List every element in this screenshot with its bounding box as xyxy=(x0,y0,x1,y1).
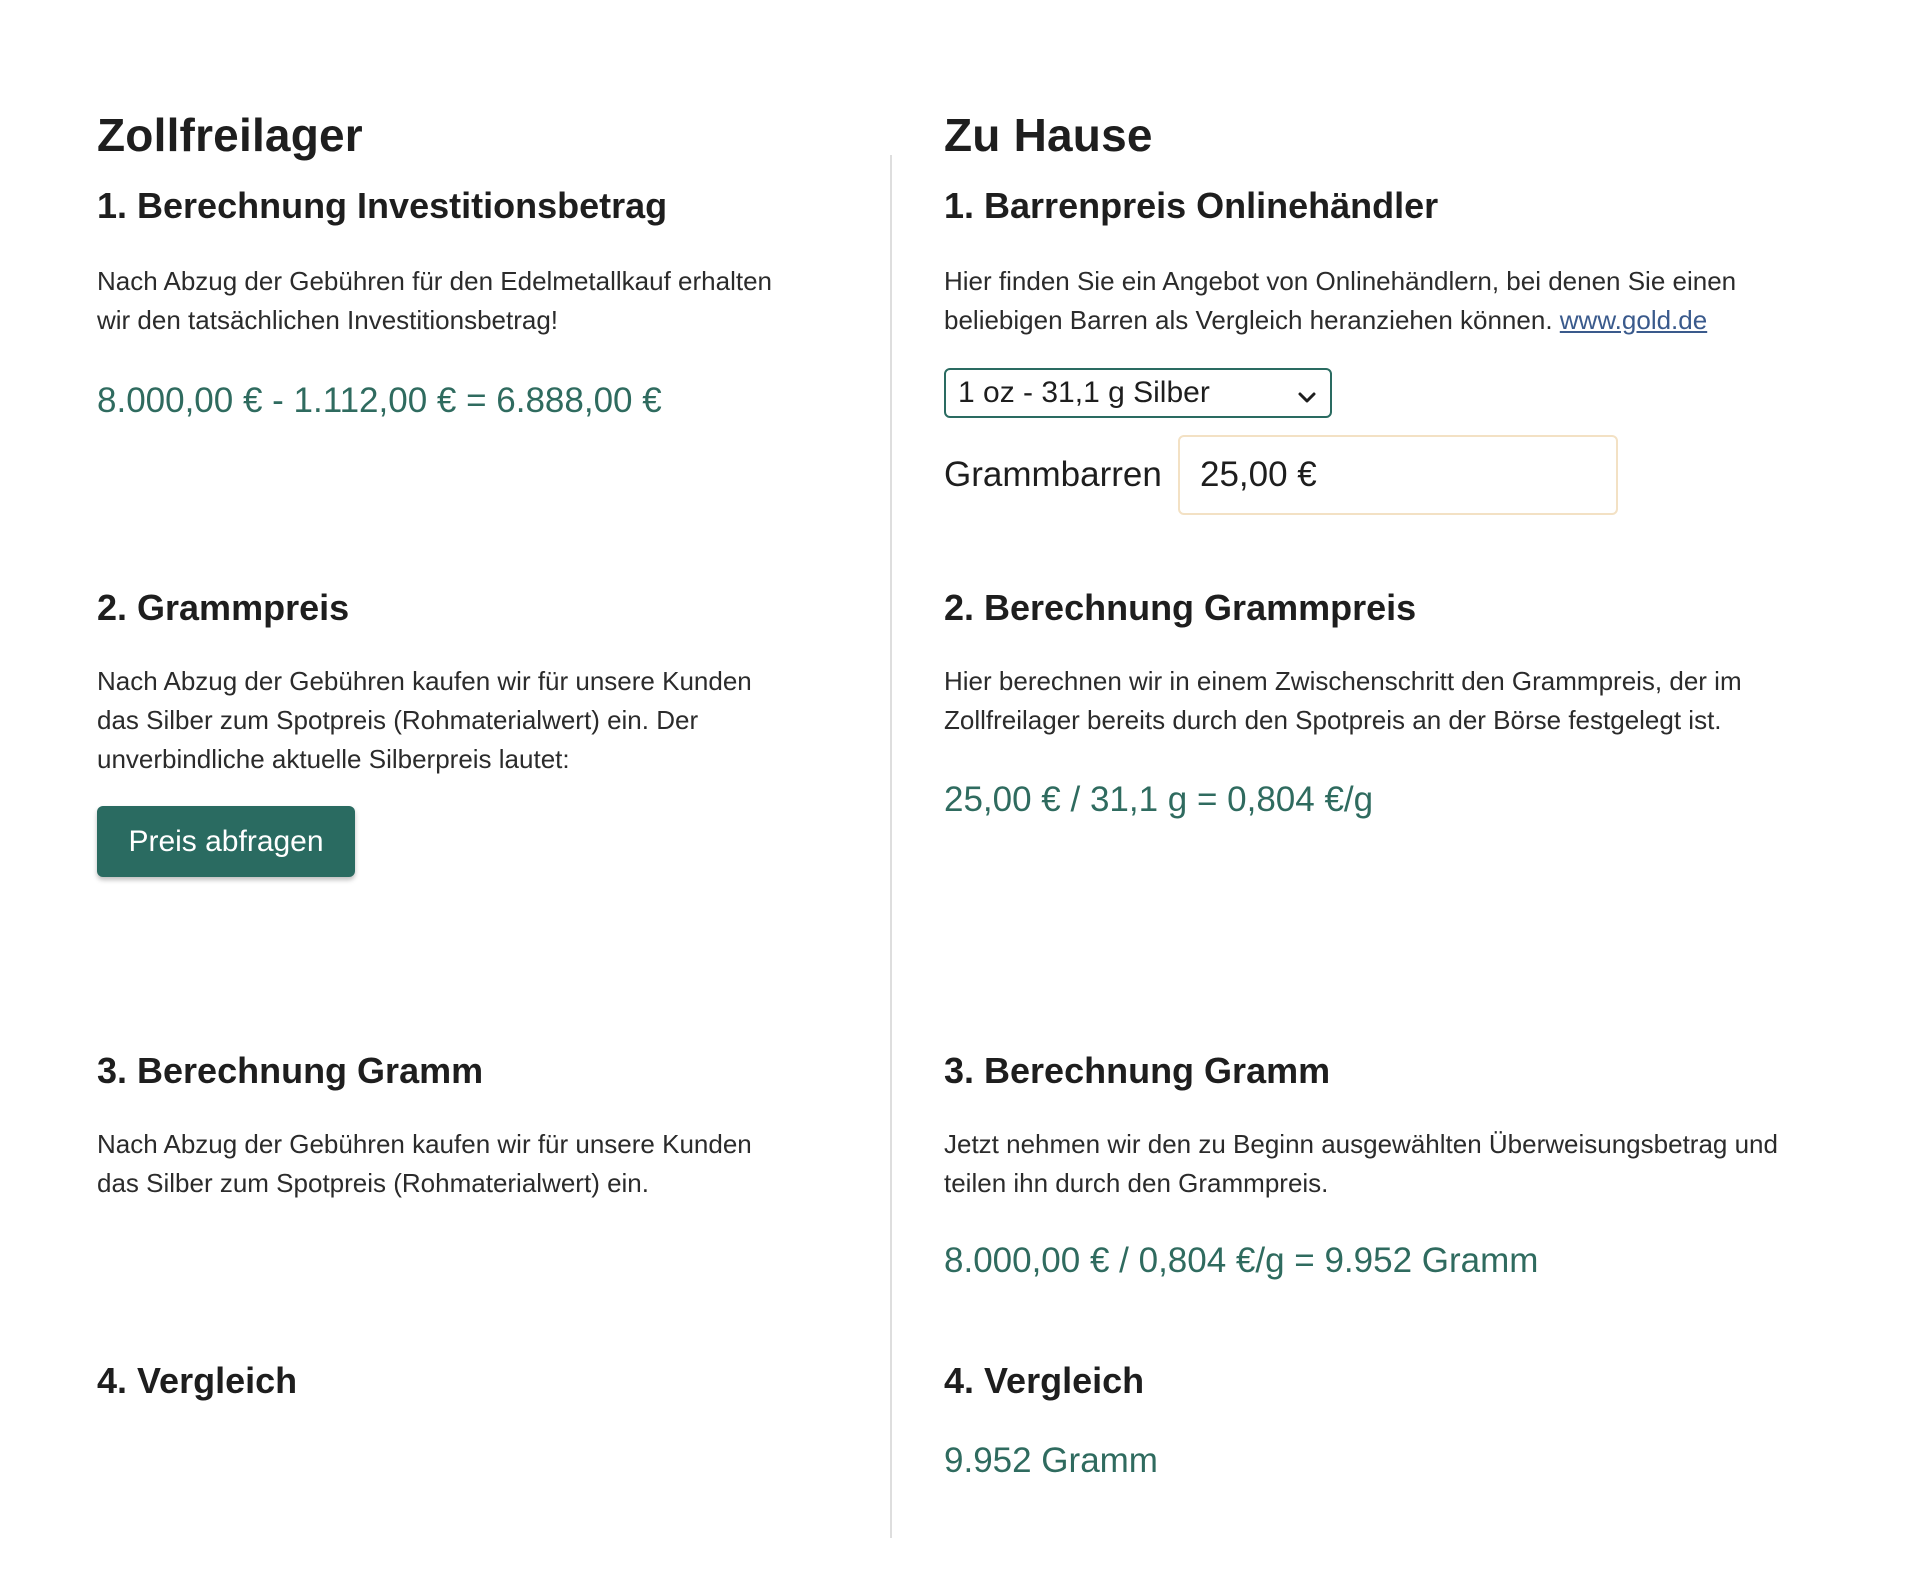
column-title-zu-hause: Zu Hause xyxy=(944,109,1153,161)
section-heading-berechnung-gramm-right: 3. Berechnung Gramm xyxy=(944,1050,1331,1091)
chevron-down-icon xyxy=(1296,382,1318,404)
text-line: Nach Abzug der Gebühren für den Edelmetallkauf erhalten xyxy=(97,266,772,296)
text-line: Jetzt nehmen wir den zu Beginn ausgewählten Überweisungsbetrag und xyxy=(944,1129,1778,1159)
section-heading-berechnung-gramm-left: 3. Berechnung Gramm xyxy=(97,1050,484,1091)
section-text-investitionsbetrag xyxy=(97,262,772,340)
section-heading-vergleich-right: 4. Vergleich xyxy=(944,1360,1145,1401)
result-vergleich: 9.952 Gramm xyxy=(944,1441,1158,1480)
text-line: das Silber zum Spotpreis (Rohmaterialwert) ein. xyxy=(97,1168,649,1198)
section-text-grammpreis xyxy=(97,662,752,779)
text-line: unverbindliche aktuelle Silberpreis lautet: xyxy=(97,744,570,774)
section-heading-vergleich-left: 4. Vergleich xyxy=(97,1360,298,1401)
text-line: Zollfreilager bereits durch den Spotpreis an der Börse festgelegt ist. xyxy=(944,705,1722,735)
preis-abfragen-button[interactable]: Preis abfragen xyxy=(97,806,355,877)
section-text-berechnung-grammpreis xyxy=(944,662,1742,740)
section-heading-grammpreis: 2. Grammpreis xyxy=(97,587,350,628)
section-text-berechnung-gramm-left xyxy=(97,1125,752,1203)
text-line: Hier berechnen wir in einem Zwischenschritt den Grammpreis, der im xyxy=(944,666,1742,696)
gold-de-link[interactable]: www.gold.de xyxy=(1559,305,1708,335)
section-heading-barrenpreis: 1. Barrenpreis Onlinehändler xyxy=(944,185,1439,226)
column-title-zollfreilager: Zollfreilager xyxy=(97,109,363,161)
section-heading-berechnung-grammpreis: 2. Berechnung Grammpreis xyxy=(944,587,1417,628)
text-line: wir den tatsächlichen Investitionsbetrag! xyxy=(97,305,559,335)
text-line: Nach Abzug der Gebühren kaufen wir für unsere Kunden xyxy=(97,666,752,696)
result-berechnung-gramm: 8.000,00 € / 0,804 €/g = 9.952 Gramm xyxy=(944,1241,1539,1280)
grammbarren-price-value: 25,00 € xyxy=(1200,455,1317,494)
column-divider xyxy=(890,155,892,1538)
text-line-part: beliebigen Barren als Vergleich heranziehen können. xyxy=(944,305,1553,335)
section-text-barrenpreis xyxy=(944,262,1736,340)
barren-select-value: 1 oz - 31,1 g Silber xyxy=(958,376,1210,409)
barren-select[interactable] xyxy=(944,368,1332,418)
text-line xyxy=(944,301,1736,340)
section-heading-investitionsbetrag: 1. Berechnung Investitionsbetrag xyxy=(97,185,668,226)
grammbarren-price-input[interactable] xyxy=(1178,435,1618,515)
result-grammpreis: 25,00 € / 31,1 g = 0,804 €/g xyxy=(944,780,1374,819)
text-line: Hier finden Sie ein Angebot von Onlinehändlern, bei denen Sie einen xyxy=(944,266,1737,296)
section-text-berechnung-gramm-right xyxy=(944,1125,1778,1203)
text-line: das Silber zum Spotpreis (Rohmaterialwert) ein. Der xyxy=(97,705,699,735)
text-line: Nach Abzug der Gebühren kaufen wir für unsere Kunden xyxy=(97,1129,752,1159)
grammbarren-label: Grammbarren xyxy=(944,455,1162,494)
result-investitionsbetrag: 8.000,00 € - 1.112,00 € = 6.888,00 € xyxy=(97,381,662,420)
text-line: teilen ihn durch den Grammpreis. xyxy=(944,1168,1329,1198)
